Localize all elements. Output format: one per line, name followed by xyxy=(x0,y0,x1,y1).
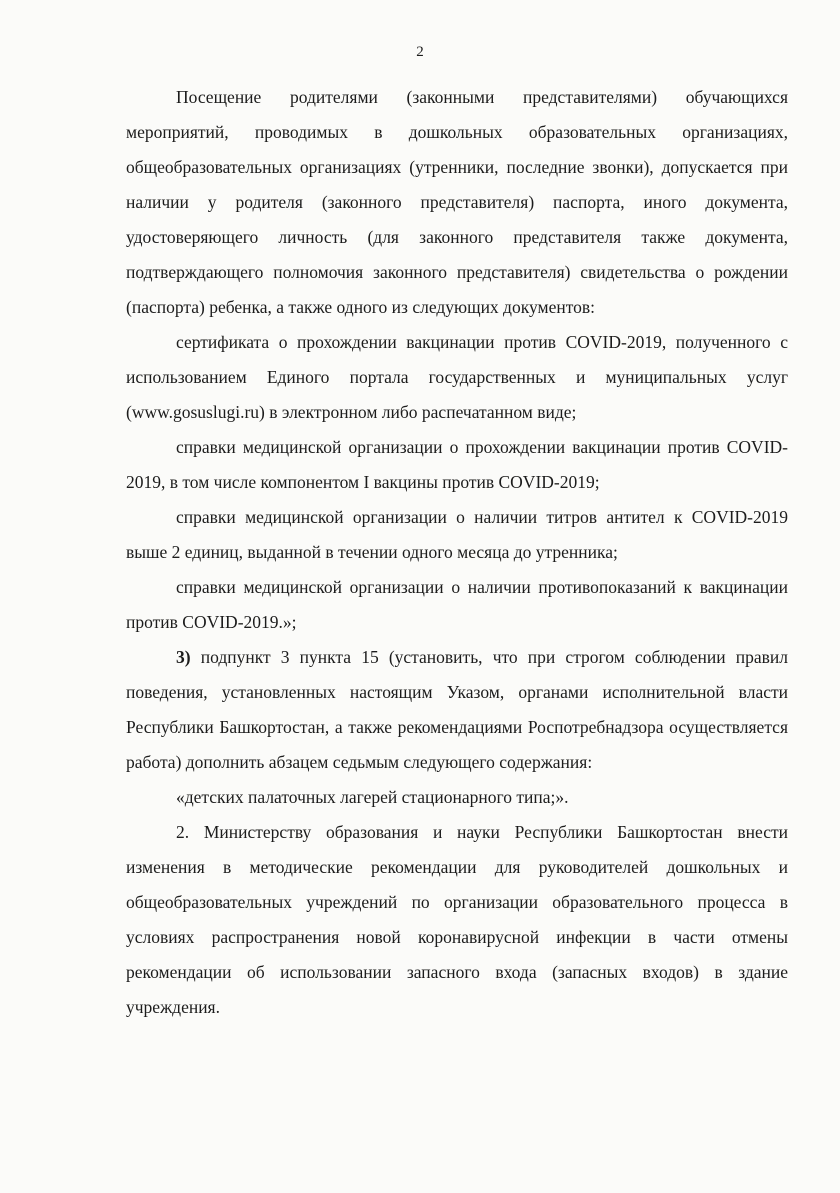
page-number: 2 xyxy=(416,44,424,60)
paragraph-antibody-certificate: справки медицинской организации о наличии титров антител к COVID-2019 выше 2 единиц, выданной в течении одного месяца до утренника; xyxy=(126,507,788,562)
paragraph-item-3 xyxy=(126,640,788,780)
paragraph-quote: «детских палаточных лагерей стационарного типа;». xyxy=(176,787,569,807)
paragraph-item-2: 2. Министерству образования и науки Республики Башкортостан внести изменения в методические рекомендации для руководителей дошкольных и общеобразовательных учреждений по организации образовательного процесса в условиях распространения новой коронавирусной инфекции в части отмены рекомендации об использовании запасного входа (запасных входов) в здание учреждения. xyxy=(126,822,788,1017)
paragraph-parents-attendance: Посещение родителями (законными представителями) обучающихся мероприятий, проводимых в дошкольных образовательных организациях, общеобразовательных организациях (утренники, последние звонки), допускается при наличии у родителя (законного представителя) паспорта, иного документа, удостоверяющего личность (для законного представителя также документа, подтверждающего полномочия законного представителя) свидетельства о рождении (паспорта) ребенка, а также одного из следующих документов: xyxy=(126,87,788,317)
item-3-text: подпункт 3 пункта 15 (установить, что при строгом соблюдении правил поведения, установленных настоящим Указом, органами исполнительной власти Республики Башкортостан, а также рекомендациями Роспотребнадзора осуществляется работа) дополнить абзацем седьмым следующего содержания: xyxy=(126,647,788,772)
paragraph-vaccination-certificate-medical: справки медицинской организации о прохождении вакцинации против COVID-2019, в том числе компонентом I вакцины против COVID-2019; xyxy=(126,437,788,492)
item-3-number: 3) xyxy=(176,647,191,667)
document-body xyxy=(126,80,788,1025)
paragraph-contraindications-certificate: справки медицинской организации о наличии противопоказаний к вакцинации против COVID-2019.»; xyxy=(126,577,788,632)
paragraph-vaccination-certificate: сертификата о прохождении вакцинации против COVID-2019, полученного с использованием Единого портала государственных и муниципальных услуг (www.gosuslugi.ru) в электронном либо распечатанном виде; xyxy=(126,332,788,422)
